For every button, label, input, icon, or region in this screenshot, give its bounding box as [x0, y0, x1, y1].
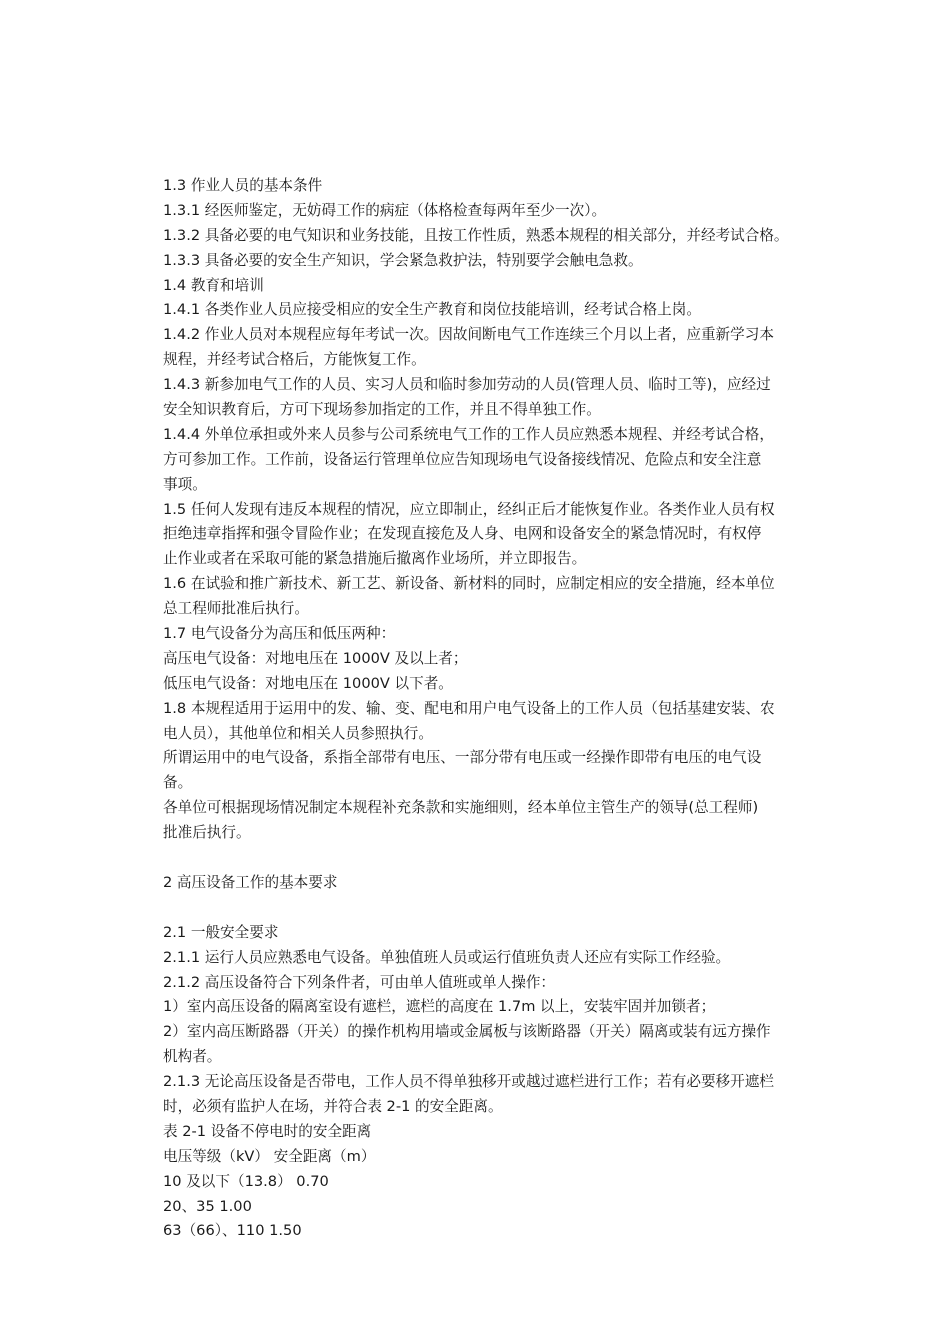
text-line: 1.3.1 经医师鉴定，无妨碍工作的病症（体格检查每两年至少一次）。: [163, 201, 607, 219]
text-line: 20、35 1.00: [163, 1197, 252, 1215]
text-line: 备。: [163, 774, 193, 792]
text-line: 时，必须有监护人在场，并符合表 2-1 的安全距离。: [163, 1097, 503, 1115]
text-line: 所谓运用中的电气设备，系指全部带有电压、一部分带有电压或一经操作即带有电压的电气设: [163, 749, 762, 767]
text-line: 2.1.3 无论高压设备是否带电，工作人员不得单独移开或越过遮栏进行工作；若有必要移开遮栏: [163, 1073, 774, 1091]
text-line: 63（66）、110 1.50: [163, 1222, 302, 1240]
text-line: 各单位可根据现场情况制定本规程补充条款和实施细则，经本单位主管生产的领导(总工程师): [163, 799, 759, 817]
text-line: 拒绝违章指挥和强令冒险作业；在发现直接危及人身、电网和设备安全的紧急情况时，有权停: [163, 525, 762, 543]
text-line: 总工程师批准后执行。: [163, 600, 309, 618]
text-line: 1.3.3 具备必要的安全生产知识，学会紧急救护法，特别要学会触电急救。: [163, 251, 643, 269]
section-heading: 1.8 本规程适用于运用中的发、输、变、配电和用户电气设备上的工作人员（包括基建安装、农: [163, 699, 775, 717]
table-caption: 表 2-1 设备不停电时的安全距离: [163, 1122, 372, 1140]
text-line: 1.4.1 各类作业人员应接受相应的安全生产教育和岗位技能培训，经考试合格上岗。: [163, 301, 701, 319]
text-line: 低压电气设备：对地电压在 1000V 以下者。: [163, 674, 453, 692]
section-heading: 1.4 教育和培训: [163, 276, 264, 294]
text-line: 1）室内高压设备的隔离室设有遮栏，遮栏的高度在 1.7m 以上，安装牢固并加锁者；: [163, 998, 716, 1016]
text-line: 批准后执行。: [163, 824, 251, 842]
text-line: 2.1.2 高压设备符合下列条件者，可由单人值班或单人操作：: [163, 973, 556, 991]
document-body: [163, 174, 843, 1244]
section-heading: 1.7 电气设备分为高压和低压两种：: [163, 625, 396, 643]
text-line: 高压电气设备：对地电压在 1000V 及以上者；: [163, 649, 468, 667]
section-heading: 1.5 任何人发现有违反本规程的情况，应立即制止，经纠正后才能恢复作业。各类作业人员有权: [163, 500, 775, 518]
section-heading: 1.6 在试验和推广新技术、新工艺、新设备、新材料的同时，应制定相应的安全措施，经本单位: [163, 575, 775, 593]
section-heading: 10 及以下（13.8） 0.70: [163, 1172, 329, 1190]
text-line: 电压等级（kV） 安全距离（m）: [163, 1147, 376, 1165]
section-heading: 1.3 作业人员的基本条件: [163, 177, 323, 194]
text-line: 规程，并经考试合格后，方能恢复工作。: [163, 351, 426, 369]
section-heading: 2.1 一般安全要求: [163, 923, 279, 941]
text-line: 电人员），其他单位和相关人员参照执行。: [163, 724, 433, 742]
blank-line: [163, 896, 843, 921]
blank-line: [163, 846, 843, 871]
text-line: 1.4.3 新参加电气工作的人员、实习人员和临时参加劳动的人员(管理人员、临时工等)，应经过: [163, 376, 771, 394]
text-line: 事项。: [163, 475, 207, 493]
text-line: 止作业或者在采取可能的紧急措施后撤离作业场所，并立即报告。: [163, 550, 587, 568]
text-line: 2）室内高压断路器（开关）的操作机构用墙或金属板与该断路器（开关）隔离或装有远方操作: [163, 1023, 771, 1041]
text-line: 机构者。: [163, 1048, 222, 1066]
text-line: 2.1.1 运行人员应熟悉电气设备。单独值班人员或运行值班负责人还应有实际工作经验。: [163, 948, 731, 966]
text-line: 安全知识教育后，方可下现场参加指定的工作，并且不得单独工作。: [163, 401, 601, 419]
text-line: 1.4.4 外单位承担或外来人员参与公司系统电气工作的工作人员应熟悉本规程、并经考试合格，: [163, 425, 774, 443]
text-line: 1.4.2 作业人员对本规程应每年考试一次。因故间断电气工作连续三个月以上者，应重新学习本: [163, 326, 774, 344]
section-heading: 2 高压设备工作的基本要求: [163, 873, 338, 891]
text-line: 1.3.2 具备必要的电气知识和业务技能，且按工作性质，熟悉本规程的相关部分，并经考试合格。: [163, 226, 789, 244]
text-line: 方可参加工作。工作前，设备运行管理单位应告知现场电气设备接线情况、危险点和安全注意: [163, 450, 762, 468]
